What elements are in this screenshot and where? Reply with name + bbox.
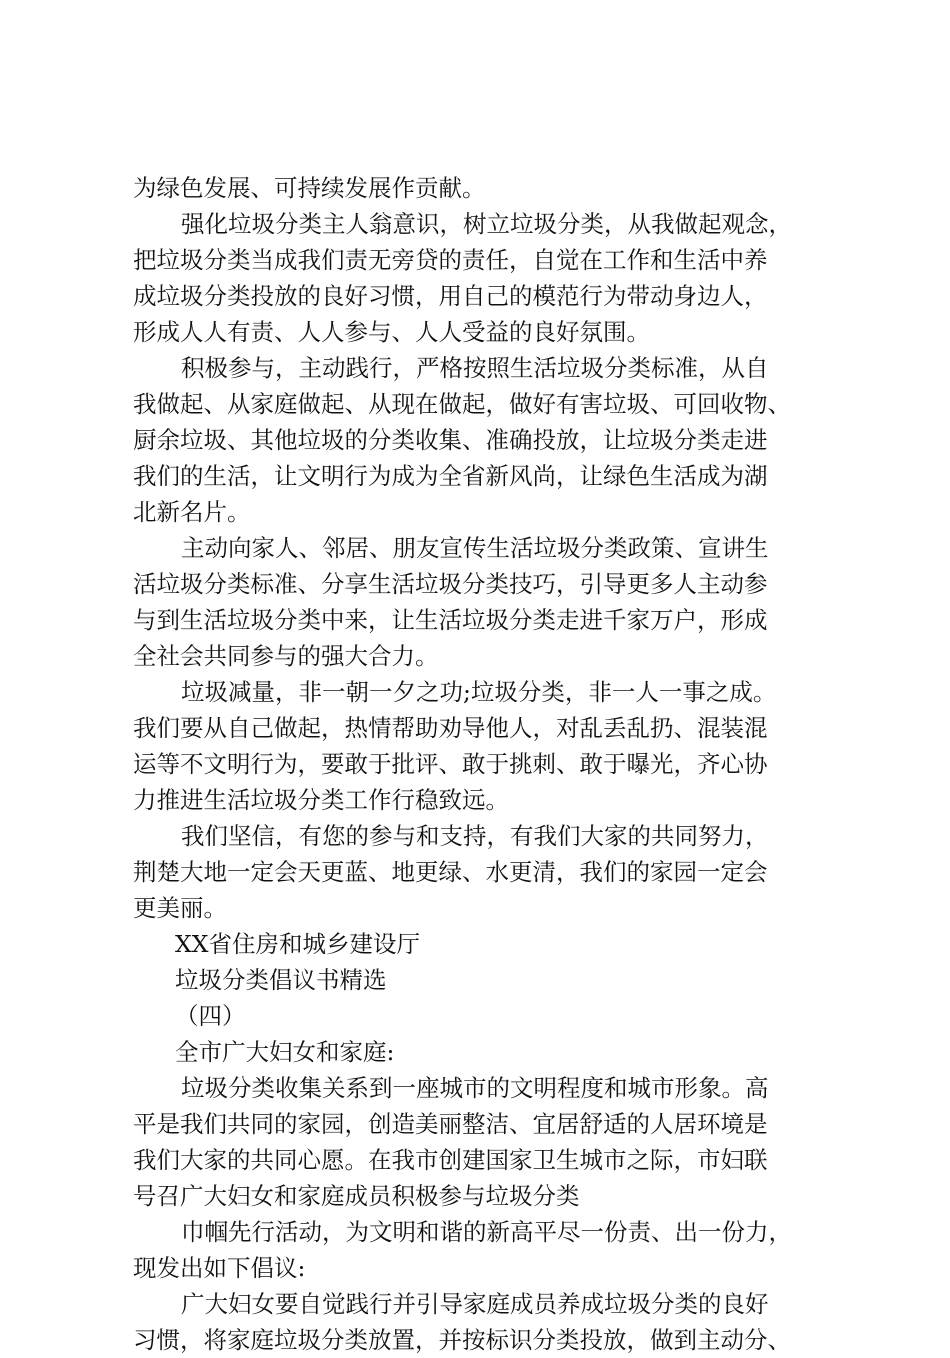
text-line: 北新名片。 [133, 498, 251, 526]
paragraph-start-line: 巾帼先行活动，为文明和谐的新高平尽一份责、出一份力， [181, 1218, 792, 1246]
paragraph-start-line: 我们坚信，有您的参与和支持，有我们大家的共同努力， [181, 822, 769, 850]
text-line: 为绿色发展、可持续发展作贡献。 [133, 174, 486, 202]
text-line: 力推进生活垃圾分类工作行稳致远。 [133, 786, 509, 814]
section-number: （四） [175, 1002, 246, 1030]
text-line: 全社会共同参与的强大合力。 [133, 642, 439, 670]
paragraph-start-line: 垃圾分类收集关系到一座城市的文明程度和城市形象。高 [181, 1074, 769, 1102]
text-line: 活垃圾分类标准、分享生活垃圾分类技巧，引导更多人主动参 [133, 570, 768, 598]
paragraph-start-line: 主动向家人、邻居、朋友宣传生活垃圾分类政策、宣讲生 [181, 534, 769, 562]
salutation-line: 全市广大妇女和家庭: [175, 1038, 395, 1066]
paragraph-start-line: 强化垃圾分类主人翁意识，树立垃圾分类，从我做起观念， [181, 210, 792, 238]
text-line: 习惯，将家庭垃圾分类放置，并按标识分类投放，做到主动分、 [133, 1326, 791, 1354]
paragraph-start-line: 广大妇女要自觉践行并引导家庭成员养成垃圾分类的良好 [181, 1290, 769, 1318]
section-title: 垃圾分类倡议书精选 [175, 966, 387, 994]
paragraph-start-line: 垃圾减量，非一朝一夕之功;垃圾分类，非一人一事之成。 [181, 678, 777, 706]
text-line: 厨余垃圾、其他垃圾的分类收集、准确投放，让垃圾分类走进 [133, 426, 768, 454]
text-line: 我们大家的共同心愿。在我市创建国家卫生城市之际，市妇联 [133, 1146, 768, 1174]
text-line: 更美丽。 [133, 894, 227, 922]
text-line: 把垃圾分类当成我们责无旁贷的责任，自觉在工作和生活中养 [133, 246, 768, 274]
text-line: 形成人人有责、人人参与、人人受益的良好氛围。 [133, 318, 650, 346]
paragraph-start-line: 积极参与，主动践行，严格按照生活垃圾分类标准，从自 [181, 354, 769, 382]
text-line: 运等不文明行为，要敢于批评、敢于挑刺、敢于曝光，齐心协 [133, 750, 768, 778]
text-line: 成垃圾分类投放的良好习惯，用自己的模范行为带动身边人， [133, 282, 768, 310]
text-line: 平是我们共同的家园，创造美丽整洁、宜居舒适的人居环境是 [133, 1110, 768, 1138]
text-line: 我们要从自己做起，热情帮助劝导他人，对乱丢乱扔、混装混 [133, 714, 768, 742]
text-line: 与到生活垃圾分类中来，让生活垃圾分类走进千家万户，形成 [133, 606, 768, 634]
signature-line: XX省住房和城乡建设厅 [175, 930, 420, 958]
text-line: 我做起、从家庭做起、从现在做起，做好有害垃圾、可回收物、 [133, 390, 791, 418]
text-line: 现发出如下倡议: [133, 1254, 306, 1282]
text-line: 我们的生活，让文明行为成为全省新风尚，让绿色生活成为湖 [133, 462, 768, 490]
text-line: 号召广大妇女和家庭成员积极参与垃圾分类 [133, 1182, 580, 1210]
text-line: 荆楚大地一定会天更蓝、地更绿、水更清，我们的家园一定会 [133, 858, 768, 886]
